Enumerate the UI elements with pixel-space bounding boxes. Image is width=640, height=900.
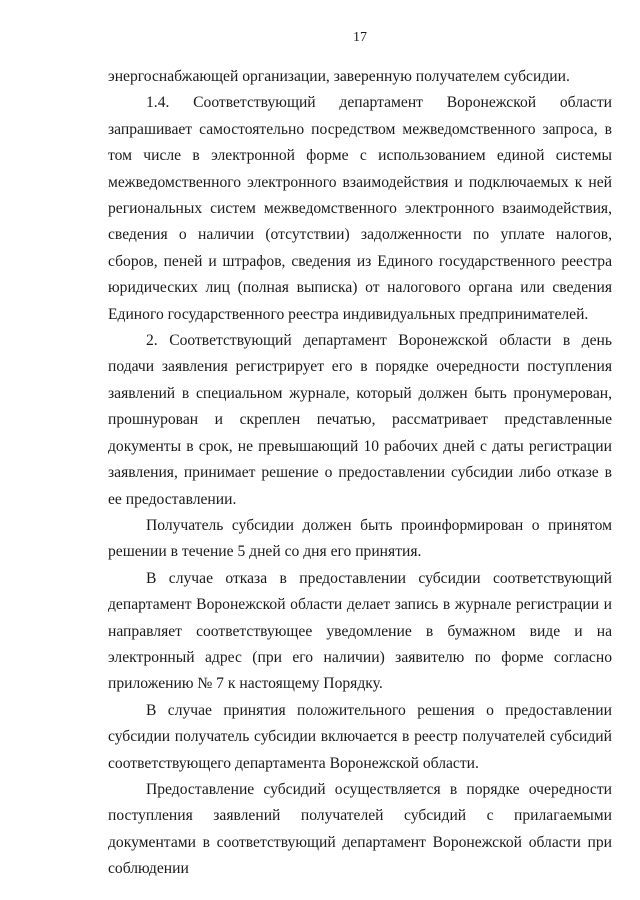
paragraph: Получатель субсидии должен быть проинформирован о принятом решении в течение 5 дней со дня его принятия. <box>108 516 612 561</box>
paragraph: энергоснабжающей организации, заверенную получателем субсидии. <box>108 68 570 85</box>
paragraph: В случае отказа в предоставлении субсидии соответствующий департамент Воронежской области делает запись в журнале регистрации и направляет соответствующее уведомление в бумажном виде и на электронный адрес (при его наличии) заявителю по форме согласно приложению № 7 к настоящему Порядку. <box>108 569 612 693</box>
document-body <box>108 64 612 883</box>
paragraph: В случае принятия положительного решения о предоставлении субсидии получатель субсидии включается в реестр получателей субсидий соответствующего департамента Воронежской области. <box>108 701 612 772</box>
page-number: 17 <box>353 30 367 45</box>
paragraph: 1.4. Соответствующий департамент Воронежской области запрашивает самостоятельно посредством межведомственного запроса, в том числе в электронной форме с использованием единой системы межведомственного электронного взаимодействия и подключаемых к ней региональных систем межведомственного электронного взаимодействия, сведения о наличии (отсутствии) задолженности по уплате налогов, сборов, пеней и штрафов, сведения из Единого государственного реестра юридических лиц (полная выписка) от налогового органа или сведения Единого государственного реестра индивидуальных предпринимателей. <box>108 94 612 323</box>
paragraph: Предоставление субсидий осуществляется в порядке очередности поступления заявлений получателей субсидий с прилагаемыми документами в соответствующий департамент Воронежской области при соблюдении <box>108 780 612 878</box>
paragraph: 2. Соответствующий департамент Воронежской области в день подачи заявления регистрирует его в порядке очередности поступления заявлений в специальном журнале, который должен быть пронумерован, прошнурован и скреплен печатью, рассматривает представленные документы в срок, не превышающий 10 рабочих дней с даты регистрации заявления, принимает решение о предоставлении субсидии либо отказе в ее предоставлении. <box>108 332 612 508</box>
